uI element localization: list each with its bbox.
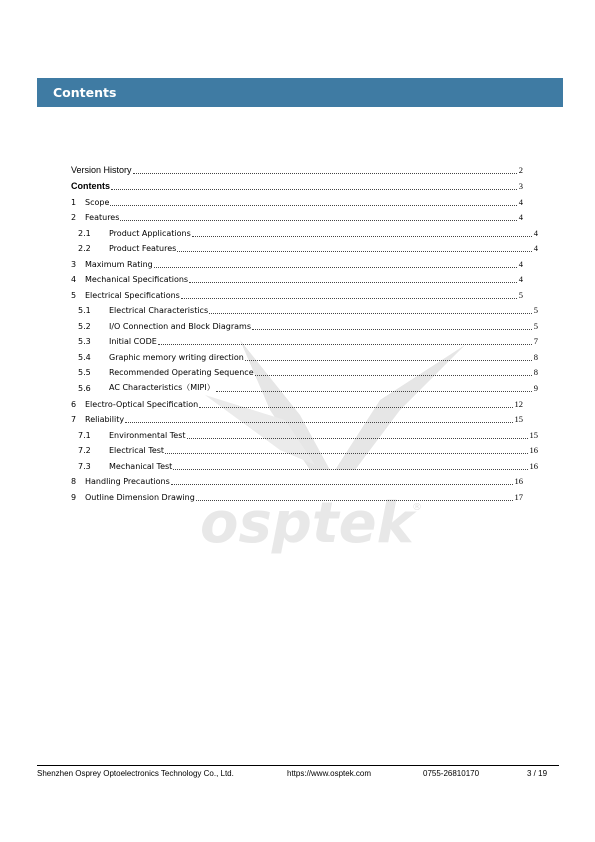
toc-entry-number: 5: [71, 291, 77, 300]
toc-entry-number: 2.1: [78, 229, 91, 238]
toc-entry-number: 5.2: [78, 322, 91, 331]
toc-entry-page: 5: [518, 290, 523, 300]
toc-entry-title: Recommended Operating Sequence: [109, 368, 254, 377]
toc-entry-title: Product Applications: [109, 229, 191, 238]
toc-entry[interactable]: [71, 161, 523, 175]
toc-entry-title: Handling Precautions: [85, 477, 170, 486]
toc-entry[interactable]: [71, 270, 523, 284]
toc-dot-leader: [154, 266, 517, 268]
toc-entry[interactable]: [78, 317, 538, 331]
toc-entry[interactable]: [71, 286, 523, 300]
toc-dot-leader: [177, 250, 531, 252]
toc-entry-title: Electrical Specifications: [85, 291, 180, 300]
toc-entry-title: Mechanical Test: [109, 462, 173, 471]
watermark-text: osptek: [200, 491, 414, 556]
toc-dot-leader: [187, 437, 528, 439]
toc-dot-leader: [125, 421, 512, 423]
toc-entry-page: 5: [533, 305, 538, 315]
toc-entry-number: 9: [71, 493, 77, 502]
footer-company: Shenzhen Osprey Optoelectronics Technology Co., Ltd.: [37, 769, 234, 778]
toc-entry-number: 5.6: [78, 384, 91, 393]
footer-divider: [37, 765, 559, 766]
toc-entry-title: Scope: [85, 198, 110, 207]
toc-entry-number: 4: [71, 275, 77, 284]
toc-entry-page: 16: [529, 461, 538, 471]
toc-entry[interactable]: [78, 224, 538, 238]
toc-dot-leader: [165, 452, 527, 454]
toc-entry-number: 2: [71, 213, 77, 222]
toc-dot-leader: [192, 235, 532, 237]
toc-entry-title: Contents: [71, 181, 110, 191]
toc-dot-leader: [133, 172, 517, 174]
toc-entry-page: 17: [514, 492, 523, 502]
banner-title: Contents: [53, 85, 117, 100]
toc-entry-page: 4: [518, 197, 523, 207]
toc-entry-title: Initial CODE: [109, 337, 157, 346]
toc-entry-title: Features: [85, 213, 120, 222]
footer-phone: 0755-26810170: [423, 769, 480, 778]
toc-dot-leader: [189, 281, 517, 283]
toc-entry[interactable]: [78, 239, 538, 253]
toc-entry-number: 8: [71, 477, 77, 486]
toc-dot-leader: [110, 204, 516, 206]
toc-entry-page: 9: [533, 383, 538, 393]
toc-entry-page: 5: [533, 321, 538, 331]
toc-entry-number: 7.2: [78, 446, 91, 455]
toc-entry-page: 7: [533, 336, 538, 346]
toc-dot-leader: [216, 390, 532, 392]
toc-entry[interactable]: [78, 301, 538, 315]
toc-dot-leader: [171, 483, 513, 485]
toc-entry[interactable]: [78, 348, 538, 362]
toc-entry-page: 15: [514, 414, 523, 424]
toc-entry-number: 5.1: [78, 306, 91, 315]
toc-entry[interactable]: [71, 193, 523, 207]
toc-dot-leader: [252, 328, 532, 330]
toc-entry-page: 4: [533, 243, 538, 253]
watermark-registered: ®: [412, 502, 422, 513]
toc-dot-leader: [181, 297, 517, 299]
toc-entry-number: 7: [71, 415, 77, 424]
toc-entry-title: Product Features: [109, 244, 177, 253]
toc-entry-number: 7.1: [78, 431, 91, 440]
toc-dot-leader: [196, 499, 513, 501]
toc-entry-title: Maximum Rating: [85, 260, 153, 269]
toc-entry[interactable]: [71, 255, 523, 269]
toc-entry[interactable]: [71, 177, 523, 191]
toc-dot-leader: [199, 406, 512, 408]
toc-entry[interactable]: [78, 332, 538, 346]
toc-entry-page: 3: [518, 181, 523, 191]
toc-entry-title: Electro-Optical Specification: [85, 400, 199, 409]
toc-dot-leader: [111, 188, 517, 190]
footer-website[interactable]: https://www.osptek.com: [287, 769, 372, 778]
toc-entry[interactable]: [71, 488, 523, 502]
toc-entry-number: 5.4: [78, 353, 91, 362]
toc-entry-page: 8: [533, 352, 538, 362]
toc-dot-leader: [120, 219, 516, 221]
toc-entry-title: Version History: [71, 165, 132, 175]
toc-dot-leader: [158, 343, 532, 345]
toc-entry-number: 2.2: [78, 244, 91, 253]
toc-entry-page: 4: [533, 228, 538, 238]
toc-dot-leader: [255, 374, 532, 376]
toc-entry[interactable]: [78, 426, 538, 440]
toc-entry-title: Environmental Test: [109, 431, 186, 440]
toc-entry-title: Electrical Characteristics: [109, 306, 209, 315]
toc-entry[interactable]: [78, 457, 538, 471]
toc-entry-title: I/O Connection and Block Diagrams: [109, 322, 251, 331]
toc-entry-title: Outline Dimension Drawing: [85, 493, 195, 502]
toc-entry-title: Reliability: [85, 415, 125, 424]
toc-dot-leader: [173, 468, 527, 470]
toc-entry-page: 12: [514, 399, 523, 409]
toc-entry[interactable]: [71, 410, 523, 424]
toc-entry-title: AC Characteristics（MIPI）: [109, 383, 215, 392]
toc-entry-number: 6: [71, 400, 77, 409]
toc-entry[interactable]: [71, 395, 523, 409]
toc-entry-page: 4: [518, 274, 523, 284]
toc-entry-number: 5.3: [78, 337, 91, 346]
toc-entry[interactable]: [78, 441, 538, 455]
toc-entry-number: 1: [71, 198, 77, 207]
toc-entry-number: 3: [71, 260, 77, 269]
toc-entry[interactable]: [78, 363, 538, 377]
footer-page-number: 3 / 19: [527, 769, 548, 778]
toc-entry-page: 16: [514, 476, 523, 486]
toc-entry-title: Electrical Test: [109, 446, 165, 455]
toc-entry[interactable]: [78, 379, 538, 393]
toc-entry-number: 7.3: [78, 462, 91, 471]
toc-entry-title: Mechanical Specifications: [85, 275, 189, 284]
toc-dot-leader: [209, 312, 532, 314]
toc-entry-page: 2: [518, 165, 523, 175]
toc-entry-page: 15: [529, 430, 538, 440]
toc-entry-page: 4: [518, 259, 523, 269]
toc-entry[interactable]: [71, 472, 523, 486]
toc-dot-leader: [245, 359, 532, 361]
toc-entry-number: 5.5: [78, 368, 91, 377]
toc-entry-page: 16: [529, 445, 538, 455]
toc-entry-page: 4: [518, 212, 523, 222]
toc-entry-page: 8: [533, 367, 538, 377]
toc-entry-title: Graphic memory writing direction: [109, 353, 244, 362]
contents-banner: [37, 78, 563, 107]
toc-entry[interactable]: [71, 208, 523, 222]
